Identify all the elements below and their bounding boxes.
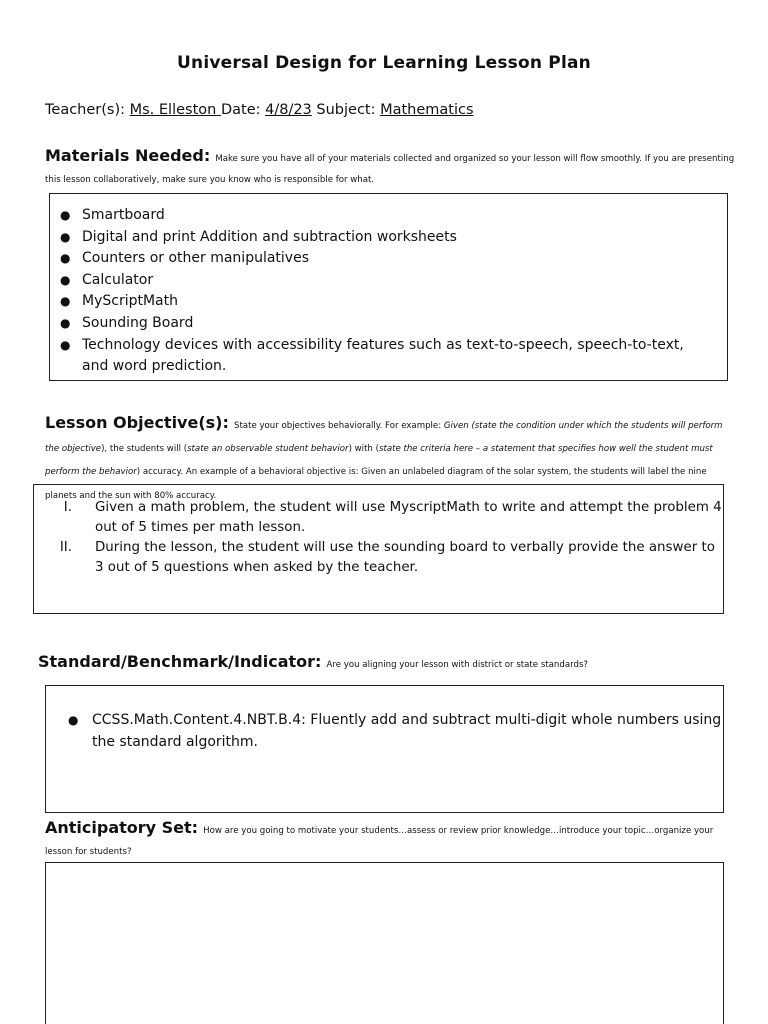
materials-heading bbox=[45, 146, 735, 188]
objectives-list bbox=[34, 485, 723, 578]
roman-numeral: II. bbox=[59, 540, 72, 555]
bullet-icon: ● bbox=[60, 315, 71, 330]
subject-value: Mathematics bbox=[380, 102, 474, 118]
list-item: II. During the lesson, the student will use the sounding board to verbally provide the answer to 3 out of 5 questions when asked by the teacher. bbox=[34, 538, 723, 578]
teacher-label: Teacher(s): bbox=[45, 102, 130, 118]
teacher-value: Ms. Elleston bbox=[129, 102, 221, 118]
bullet-icon: ● bbox=[60, 229, 71, 244]
anticipatory-description: How are you going to motivate your students…assess or review prior knowledge…introduce your topic…organize your lesson for students? bbox=[45, 826, 714, 857]
date-label: Date: bbox=[220, 102, 266, 118]
bullet-icon: ● bbox=[60, 251, 71, 266]
date-value: 4/8/23 bbox=[265, 102, 312, 118]
bullet-icon: ● bbox=[68, 713, 79, 727]
materials-description: Make sure you have all of your materials collected and organized so your lesson will flow smoothly. If you are presenting this lesson collaboratively, make sure you know who is responsible for what. bbox=[45, 154, 735, 185]
objectives-box bbox=[33, 484, 724, 614]
standard-description: Are you aligning your lesson with district or state standards? bbox=[326, 660, 588, 670]
subject-label: Subject: bbox=[311, 102, 381, 118]
anticipatory-box bbox=[45, 862, 724, 1024]
materials-label: Materials Needed: bbox=[45, 146, 211, 165]
bullet-icon: ● bbox=[60, 337, 71, 352]
bullet-icon: ● bbox=[60, 294, 71, 309]
standard-box bbox=[45, 685, 724, 813]
list-item: ● Sounding Board bbox=[50, 313, 707, 335]
list-item: ● CCSS.Math.Content.4.NBT.B.4: Fluently add and subtract multi-digit whole numbers using the standard algorithm. bbox=[68, 712, 722, 750]
materials-box bbox=[49, 193, 728, 381]
anticipatory-label: Anticipatory Set: bbox=[45, 818, 199, 837]
list-item: ● Counters or other manipulatives bbox=[50, 248, 707, 270]
roman-numeral: I. bbox=[63, 500, 72, 515]
list-item: ● Calculator bbox=[50, 270, 707, 292]
materials-list bbox=[50, 194, 727, 378]
bullet-icon: ● bbox=[60, 272, 71, 287]
list-item: ● MyScriptMath bbox=[50, 291, 707, 313]
list-item: ● Technology devices with accessibility features such as text-to-speech, speech-to-text, and word prediction. bbox=[60, 336, 684, 375]
lesson-info-line bbox=[45, 102, 474, 118]
bullet-icon: ● bbox=[60, 208, 71, 222]
document-title: Universal Design for Learning Lesson Plan bbox=[177, 53, 591, 73]
standard-list bbox=[46, 686, 723, 753]
standard-label: Standard/Benchmark/Indicator: bbox=[38, 652, 322, 671]
objectives-label: Lesson Objective(s): bbox=[45, 413, 229, 432]
list-item: I. Given a math problem, the student will use MyscriptMath to write and attempt the problem 4 out of 5 times per math lesson. bbox=[34, 498, 723, 538]
list-item: ● Digital and print Addition and subtraction worksheets bbox=[50, 227, 707, 249]
standard-heading bbox=[38, 652, 728, 673]
anticipatory-heading bbox=[45, 818, 725, 860]
objectives-heading: Lesson Objective(s): State your objectives behaviorally. For example: Given (state the condition under which the students will perform the objective), the students will (state an observable student behavior) with (state the criteria here – a statement that specifies how well the student must perform the behavior) accuracy. An example of a behavioral objective is: Given an unlabeled diagram of the solar system, the students will label the nine planets and the sun with 80% accuracy. bbox=[45, 413, 723, 501]
list-item: ● Smartboard bbox=[50, 205, 707, 227]
